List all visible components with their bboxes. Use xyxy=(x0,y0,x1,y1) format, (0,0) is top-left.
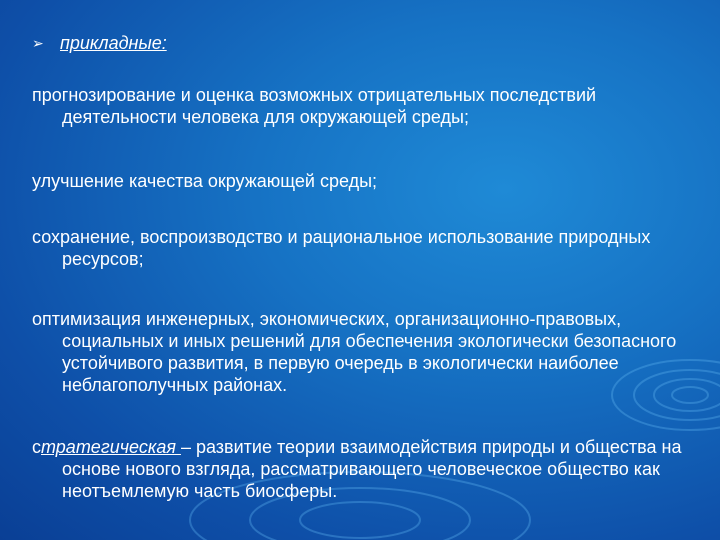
bullet-heading: прикладные: xyxy=(60,33,167,53)
strategic-term: тратегическая xyxy=(41,437,181,457)
strategic-lead-letter: с xyxy=(32,437,41,457)
strategic-definition: – развитие теории взаимодействия природы и общества на основе нового взгляда, рассматривающего человеческое общество как неотъемлемую часть биосферы. xyxy=(62,437,682,501)
paragraph-optimization: оптимизация инженерных, экономических, организационно-правовых, социальных и иных решений для обеспечения экологически безопасного устойчивого развития, в первую очередь в экологически наиболее неблагополучных районах. xyxy=(32,309,677,395)
paragraph-quality: улучшение качества окружающей среды; xyxy=(32,171,378,191)
paragraph-strategic xyxy=(32,436,712,502)
paragraph-forecasting: прогнозирование и оценка возможных отрицательных последствий деятельности человека для окружающей среды; xyxy=(32,85,597,127)
paragraph-resources: сохранение, воспроизводство и рациональное использование природных ресурсов; xyxy=(32,227,651,269)
arrow-bullet-icon: ➢ xyxy=(32,35,44,51)
